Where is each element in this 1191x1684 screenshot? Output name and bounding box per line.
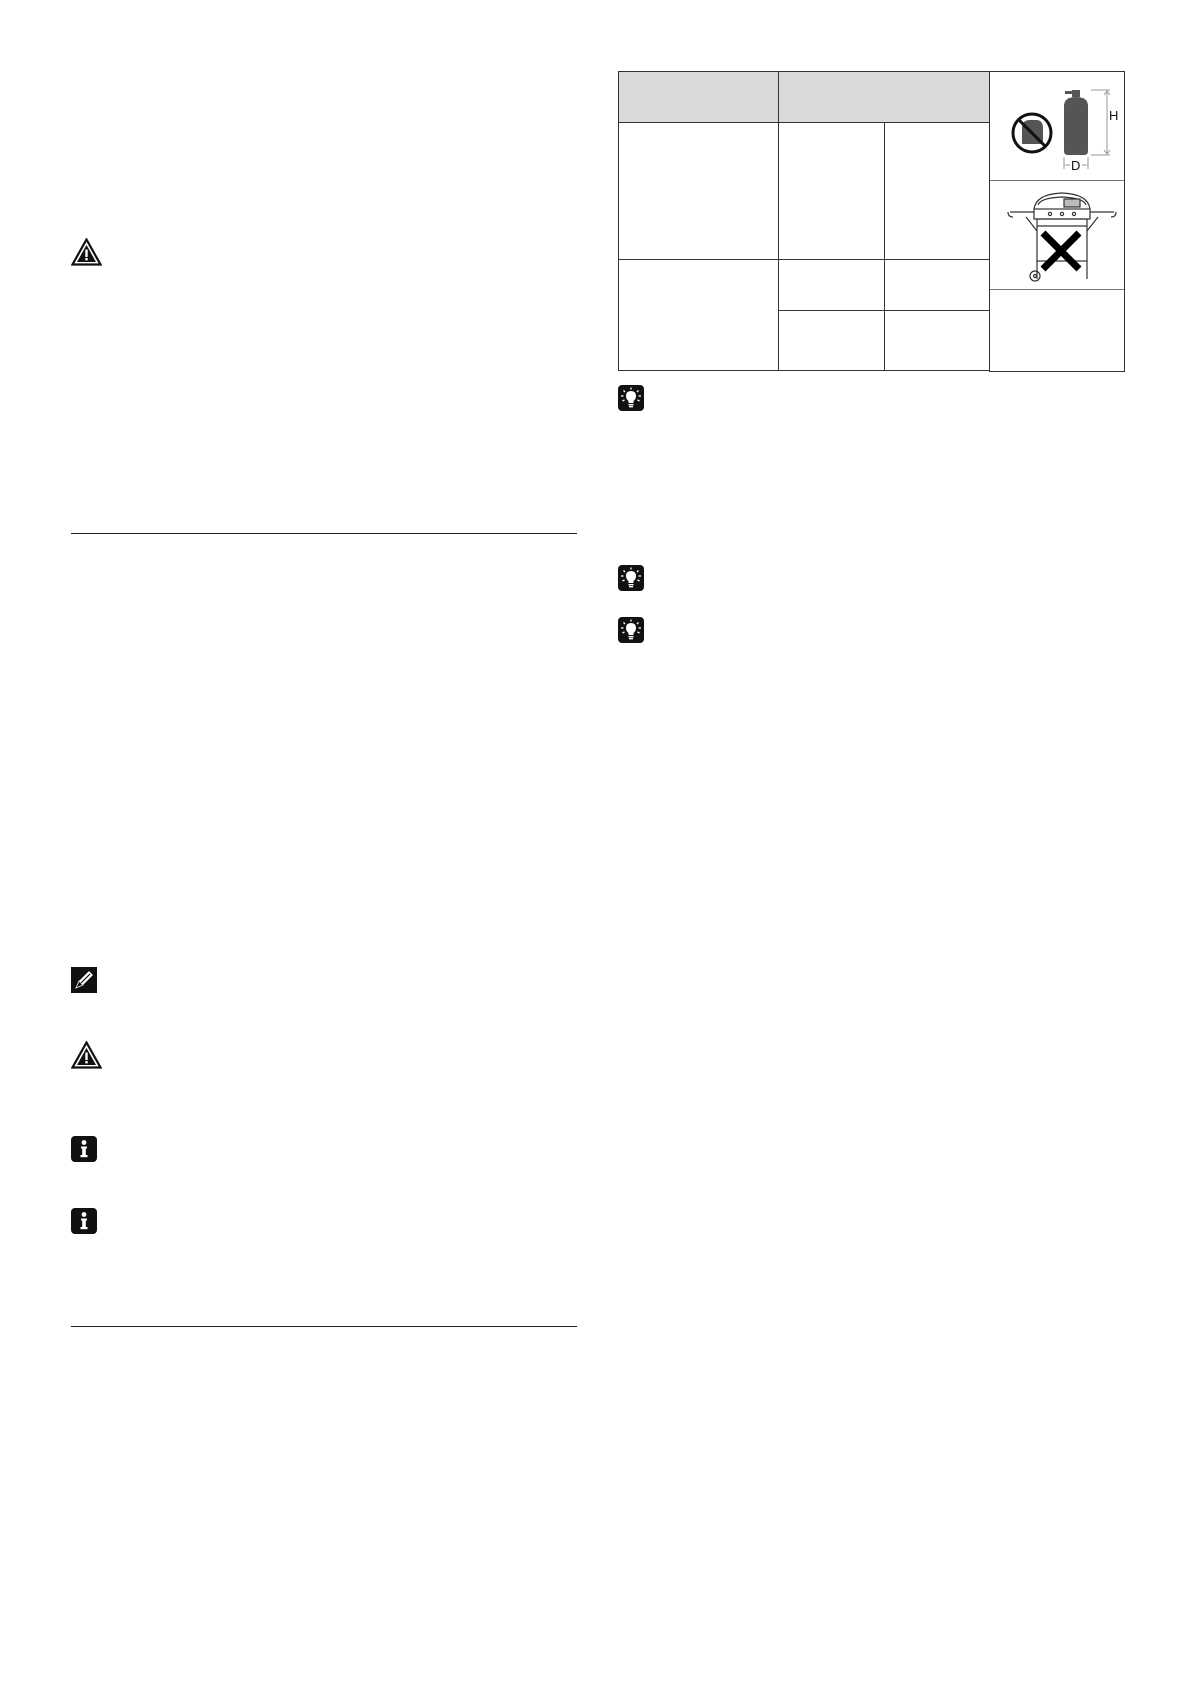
table-cell [619,260,779,371]
table-cell [779,123,885,260]
table-cell [885,311,990,371]
section-divider [71,533,577,534]
tip-bulb-icon [618,565,644,591]
prohibited-cylinder-icon [1013,114,1051,152]
grill-placement-diagram [990,181,1124,290]
table-cell [885,260,990,311]
not-allowed-cross-icon [1043,233,1079,269]
table-cell [779,260,885,311]
tip-bulb-icon [618,385,644,411]
section-divider [71,1326,577,1327]
warning-icon [71,1041,102,1069]
diagram-cell [990,72,1125,372]
cylinder-size-diagram [990,72,1124,181]
height-label: H [1109,108,1119,123]
table-cell [619,123,779,260]
warning-icon [71,238,102,266]
table-header-cell [619,72,779,123]
table-cell [885,123,990,260]
table-header-cell [779,72,990,123]
note-pencil-icon [71,967,97,993]
gas-cylinder-icon [1064,90,1088,155]
info-icon [71,1208,97,1234]
table-cell [779,311,885,371]
info-icon [71,1136,97,1162]
tip-bulb-icon [618,617,644,643]
gas-cylinder-table [618,71,1125,372]
diameter-label: D [1071,158,1081,173]
